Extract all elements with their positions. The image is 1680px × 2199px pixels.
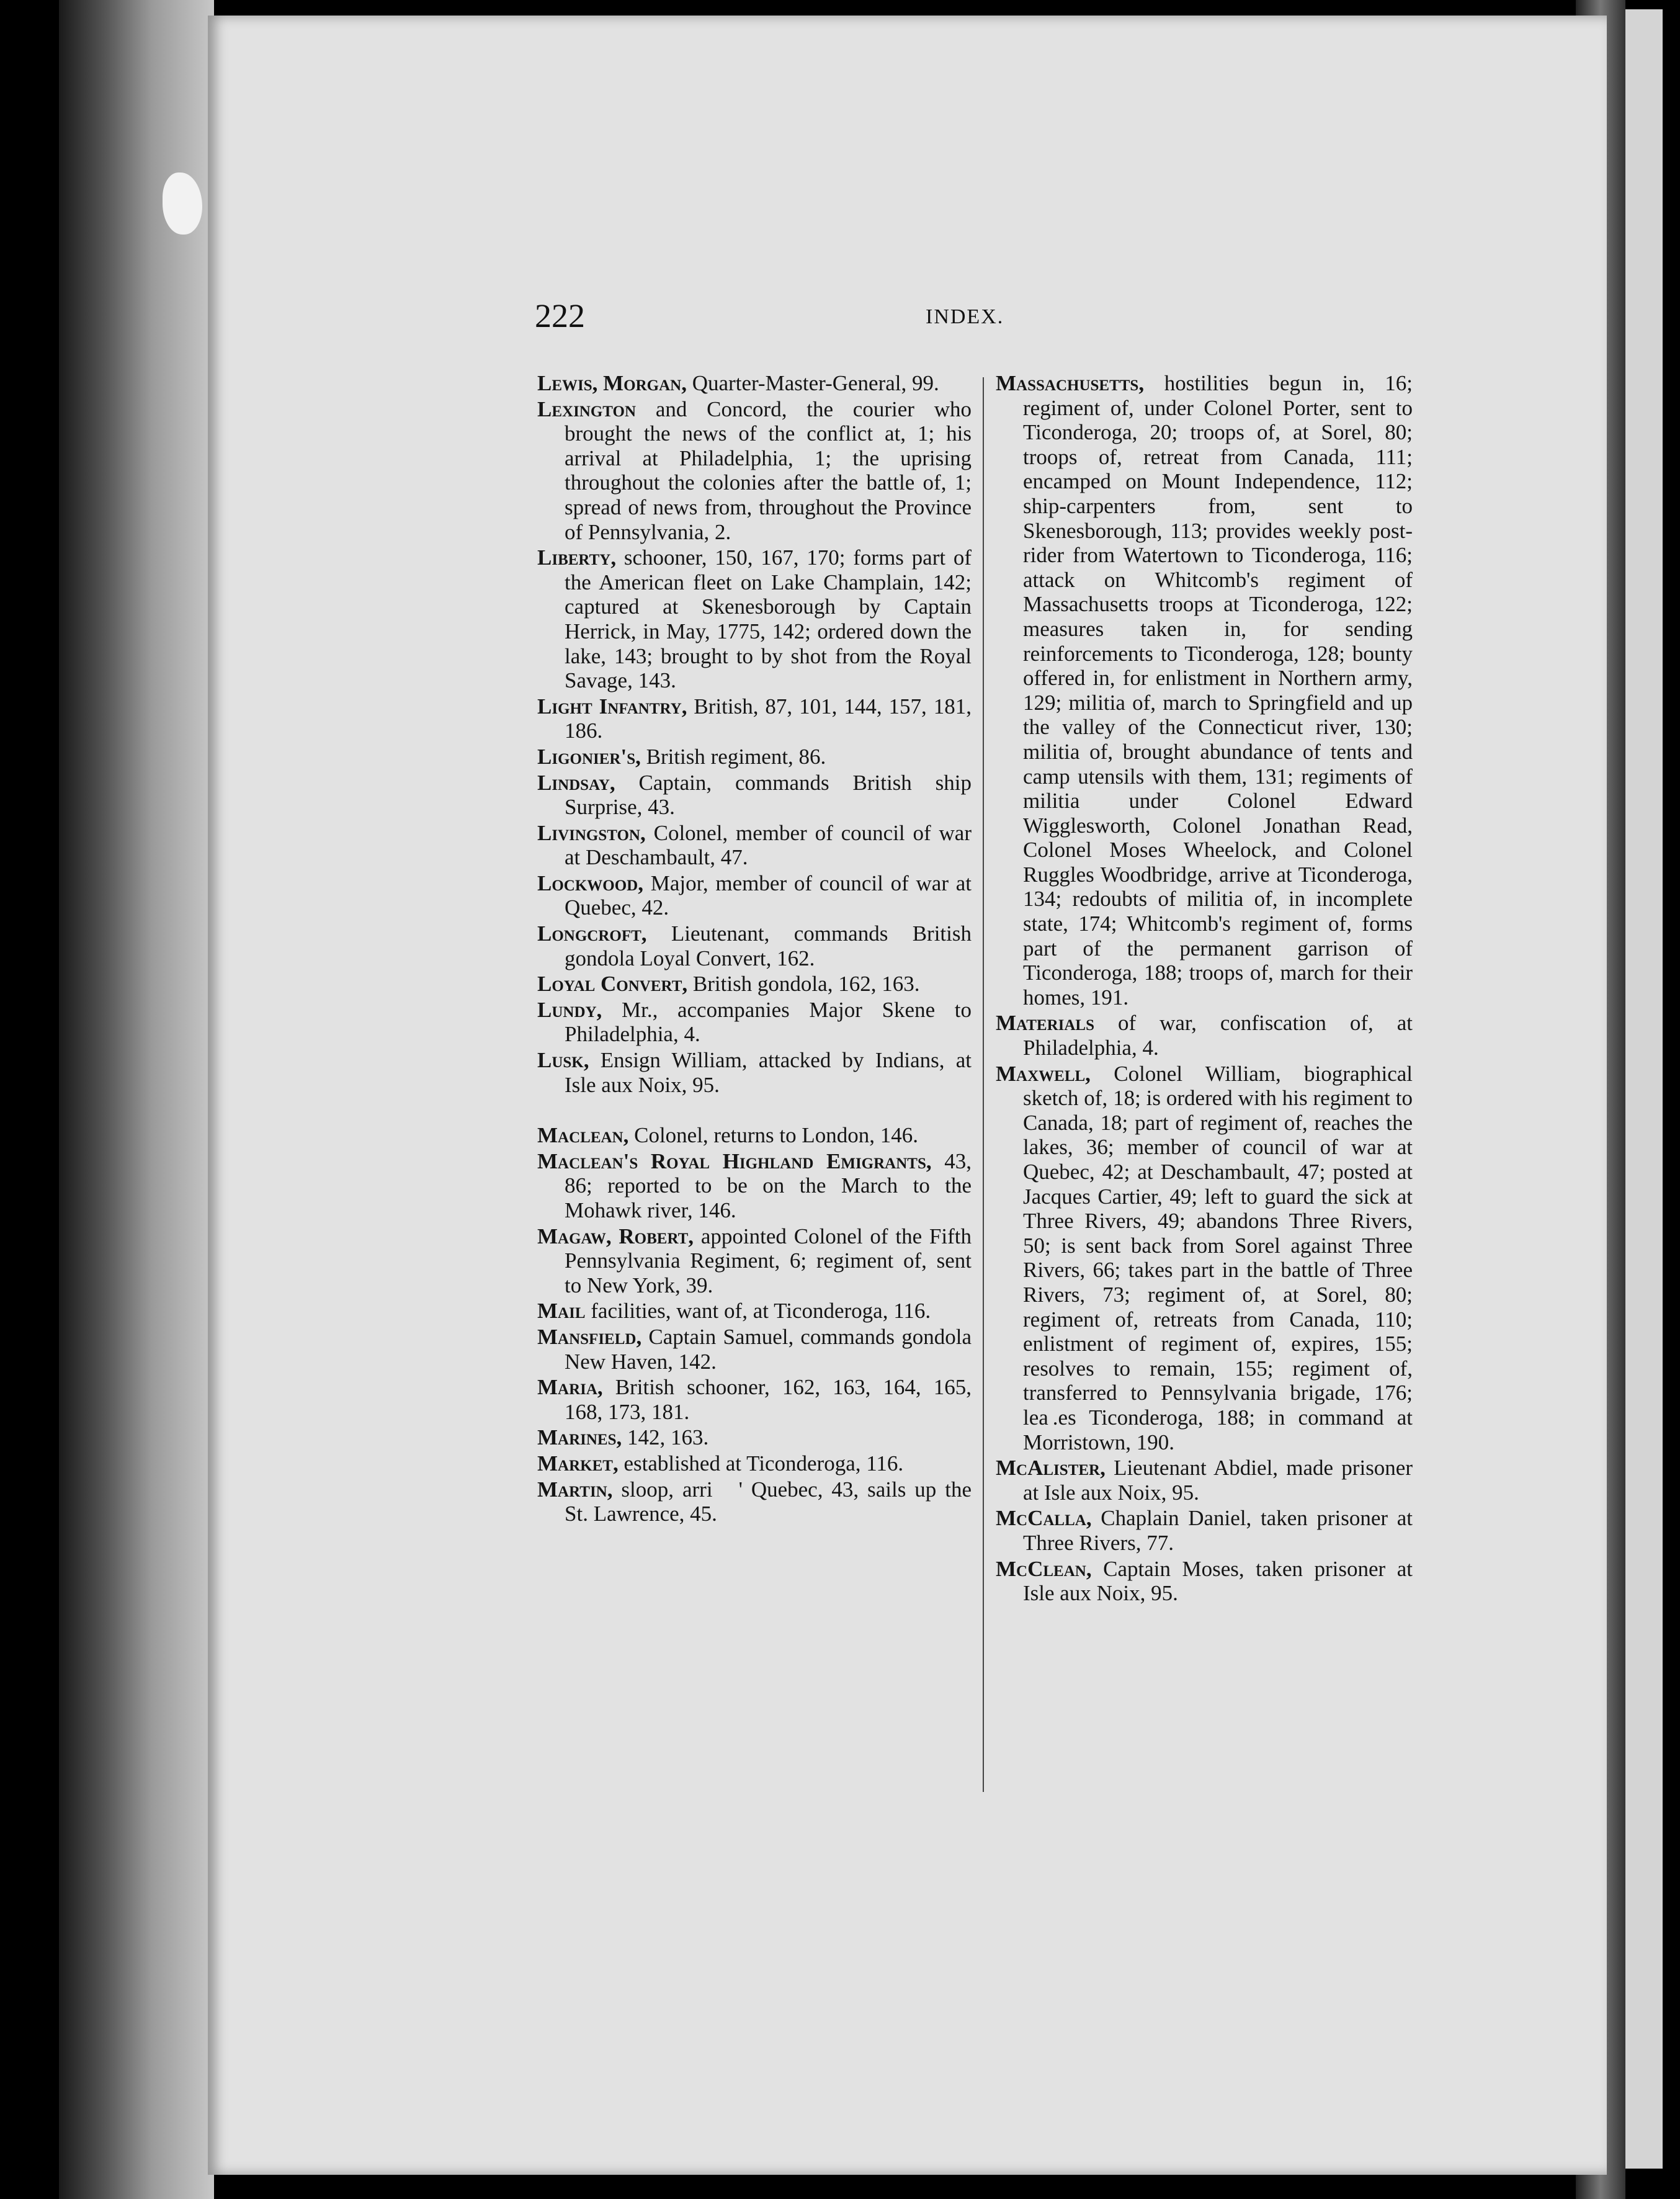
index-entry: Market, established at Ticonderoga, 116.	[537, 1451, 904, 1476]
index-entry: Longcroft, Lieutenant, commands British gondola Loyal Convert, 162.	[537, 921, 972, 970]
adjacent-page-edge	[1625, 9, 1663, 2169]
index-column-right	[996, 371, 1413, 1607]
section-gap	[537, 1098, 972, 1123]
index-entry: Loyal Convert, British gondola, 162, 163.	[537, 972, 920, 996]
index-entry: Mail facilities, want of, at Ticonderoga, 116.	[537, 1299, 931, 1323]
index-entry: Maclean's Royal Highland Emigrants, 43, 86; reported to be on the March to the Mohawk river, 146.	[537, 1149, 972, 1222]
index-entry: McClean, Captain Moses, taken prisoner at Isle aux Noix, 95.	[996, 1556, 1413, 1606]
index-entry: Lexington and Concord, the courier who brought the news of the conflict at, 1; his arrival at Philadelphia, 1; the uprising throughout the colonies after the battle of, 1; spread of news from, throughout the Province of Pennsylvania, 2.	[537, 396, 972, 544]
index-entry: Lusk, Ensign William, attacked by Indians, at Isle aux Noix, 95.	[537, 1048, 972, 1097]
index-entry: Magaw, Robert, appointed Colonel of the Fifth Pennsylvania Regiment, 6; regiment of, sent to New York, 39.	[537, 1224, 972, 1297]
index-entry: Mansfield, Captain Samuel, commands gondola New Haven, 142.	[537, 1324, 972, 1374]
index-column-left	[537, 371, 972, 1528]
index-entry: Lindsay, Captain, commands British ship Surprise, 43.	[537, 770, 972, 820]
index-entry: Light Infantry, British, 87, 101, 144, 157, 181, 186.	[537, 694, 972, 743]
index-entry: Massachusetts, hostilities begun in, 16; regiment of, under Colonel Porter, sent to Ticonderoga, 20; troops of, at Sorel, 80; troops of, retreat from Canada, 111; encamped on Mount Independence, 112; ship-carpenters from, sent to Skenesborough, 113; provides weekly post-rider from Watertown to Ticonderoga, 116; attack on Whitcomb's regiment of Massachusetts troops at Ticonderoga, 122; measures taken in, for sending reinforcements to Ticonderoga, 128; bounty offered in, for enlistment in Northern army, 129; militia of, march to Springfield and up the valley of the Connecticut river, 130; militia of, brought abundance of tents and camp utensils with them, 131; regiments of militia under Colonel Edward Wigglesworth, Colonel Jonathan Read, Colonel Moses Wheelock, and Colonel Ruggles Woodbridge, arrive at Ticonderoga, 134; redoubts of militia of, in incomplete state, 174; Whitcomb's regiment of, forms part of the permanent garrison of Ticonderoga, 188; troops of, march for their homes, 191.	[996, 371, 1413, 1010]
index-entry: Liberty, schooner, 150, 167, 170; forms part of the American fleet on Lake Champlain, 142; captured at Skenesborough by Captain Herrick, in May, 1775, 142; ordered down the lake, 143; brought to by shot from the Royal Savage, 143.	[537, 545, 972, 693]
index-entry: McCalla, Chaplain Daniel, taken prisoner at Three Rivers, 77.	[996, 1506, 1413, 1555]
book-page-edges	[59, 0, 214, 2199]
index-entry: Maclean, Colonel, returns to London, 146.	[537, 1123, 918, 1148]
index-entry: Martin, sloop, arri ' Quebec, 43, sails up the St. Lawrence, 45.	[537, 1477, 972, 1526]
index-entry: Materials of war, confiscation of, at Philadelphia, 4.	[996, 1011, 1413, 1060]
page-number: 222	[535, 297, 585, 334]
index-entry: Livingston, Colonel, member of council of war at Deschambault, 47.	[537, 820, 972, 870]
column-divider	[983, 377, 984, 1792]
page-header	[535, 297, 1019, 340]
index-entry: Lockwood, Major, member of council of war at Quebec, 42.	[537, 871, 972, 920]
index-entry: McAlister, Lieutenant Abdiel, made prisoner at Isle aux Noix, 95.	[996, 1456, 1413, 1505]
index-entry: Maxwell, Colonel William, biographical sketch of, 18; is ordered with his regiment to Canada, 18; part of regiment of, reaches the lakes, 36; member of council of war at Quebec, 42; at Deschambault, 47; posted at Jacques Cartier, 49; left to guard the sick at Three Rivers, 49; abandons Three Rivers, 50; is sent back from Sorel against Three Rivers, 66; takes part in the battle of Three Rivers, 73; regiment of, at Sorel, 80; regiment of, retreats from Canada, 110; enlistment of regiment of, expires, 155; resolves to remain, 155; regiment of, transferred to Pennsylvania brigade, 176; lea .es Ticonderoga, 188; in command at Morristown, 190.	[996, 1061, 1413, 1454]
running-head: INDEX.	[926, 305, 1004, 328]
index-entry: Ligonier's, British regiment, 86.	[537, 744, 826, 769]
index-entry: Lewis, Morgan, Quarter-Master-General, 99.	[537, 371, 939, 395]
index-entry: Maria, British schooner, 162, 163, 164, 165, 168, 173, 181.	[537, 1375, 972, 1424]
index-entry: Lundy, Mr., accompanies Major Skene to Philadelphia, 4.	[537, 997, 972, 1047]
index-entry: Marines, 142, 163.	[537, 1425, 709, 1450]
